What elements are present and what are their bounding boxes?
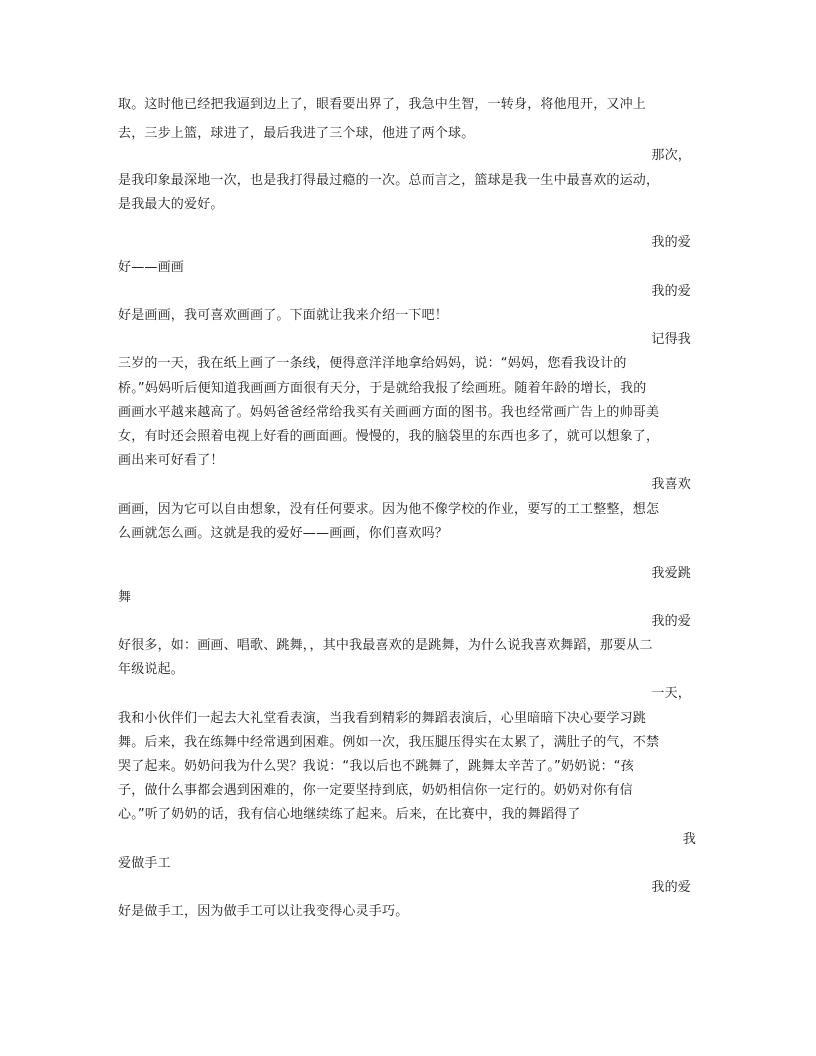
text-line: 是我印象最深地一次，也是我打得最过瘾的一次。总而言之，篮球是我一生中最喜欢的运动，: [118, 173, 660, 188]
text-line: 舞。后来，我在练舞中经常遇到困难。例如一次，我压腿压得实在太累了，满肚子的气，不禁: [118, 735, 660, 750]
text-line: 好是做手工，因为做手工可以让我变得心灵手巧。: [118, 904, 409, 919]
text-line: 画画水平越来越高了。妈妈爸爸经常给我买有关画画方面的图书。我也经常画广告上的帅哥美: [118, 405, 660, 420]
text-line: 取。这时他已经把我逼到边上了，眼看要出界了，我急中生智，一转身，将他甩开，又冲上: [118, 97, 647, 112]
text-line: 我的爱: [651, 284, 691, 299]
text-line: 好很多，如：画画、唱歌、跳舞，，其中我最喜欢的是跳舞，为什么说我喜欢舞蹈，那要从二: [118, 638, 653, 653]
section-heading-part: 好——画画: [118, 260, 185, 275]
text-line: 那次，: [651, 148, 691, 163]
text-line: 桥。”妈妈听后便知道我画画方面很有天分，于是就给我报了绘画班。随着年龄的增长，我的: [118, 381, 647, 396]
text-line: 我的爱: [651, 614, 691, 629]
text-line: 好是画画，我可喜欢画画了。下面就让我来介绍一下吧！: [118, 308, 449, 323]
text-line: 画画，因为它可以自由想象，没有任何要求。因为他不像学校的作业，要写的工工整整，想怎: [118, 502, 660, 517]
text-line: 去，三步上篮，球进了，最后我进了三个球，他进了两个球。: [118, 126, 475, 141]
text-line: 年级说起。: [118, 662, 185, 677]
text-line: 记得我: [651, 332, 691, 347]
section-heading-part: 舞: [118, 590, 132, 605]
section-heading-part: 我的爱: [651, 235, 691, 250]
section-heading-part: 我爱跳: [651, 566, 691, 581]
text-line: 一天，: [651, 686, 691, 701]
text-line: 三岁的一天，我在纸上画了一条线，便得意洋洋地拿给妈妈，说：“妈妈，您看我设计的: [118, 356, 627, 371]
text-line: 心。”听了奶奶的话，我有信心地继续练了起来。后来，在比赛中，我的舞蹈得了: [118, 807, 581, 822]
text-line: 是我最大的爱好。: [118, 197, 224, 212]
text-line: 么画就怎么画。这就是我的爱好——画画，你们喜欢吗？: [118, 526, 449, 541]
text-line: 子，做什么事都会遇到困难的，你一定要坚持到底，奶奶相信你一定行的。奶奶对你有信: [118, 783, 633, 798]
section-heading-part: 爱做手工: [118, 856, 171, 871]
text-line: 哭了起来。奶奶问我为什么哭？我说：“我以后也不跳舞了，跳舞太辛苦了。”奶奶说：“孩: [118, 759, 634, 774]
text-line: 画出来可好看了！: [118, 453, 224, 468]
text-line: 女，有时还会照着电视上好看的画面画。慢慢的，我的脑袋里的东西也多了，就可以想象了，: [118, 429, 660, 444]
section-heading-part: 我: [682, 832, 696, 847]
text-line: 我喜欢: [651, 477, 691, 492]
text-line: 我的爱: [651, 880, 691, 895]
text-line: 我和小伙伴们一起去大礼堂看表演，当我看到精彩的舞蹈表演后，心里暗暗下决心要学习跳: [118, 711, 647, 726]
